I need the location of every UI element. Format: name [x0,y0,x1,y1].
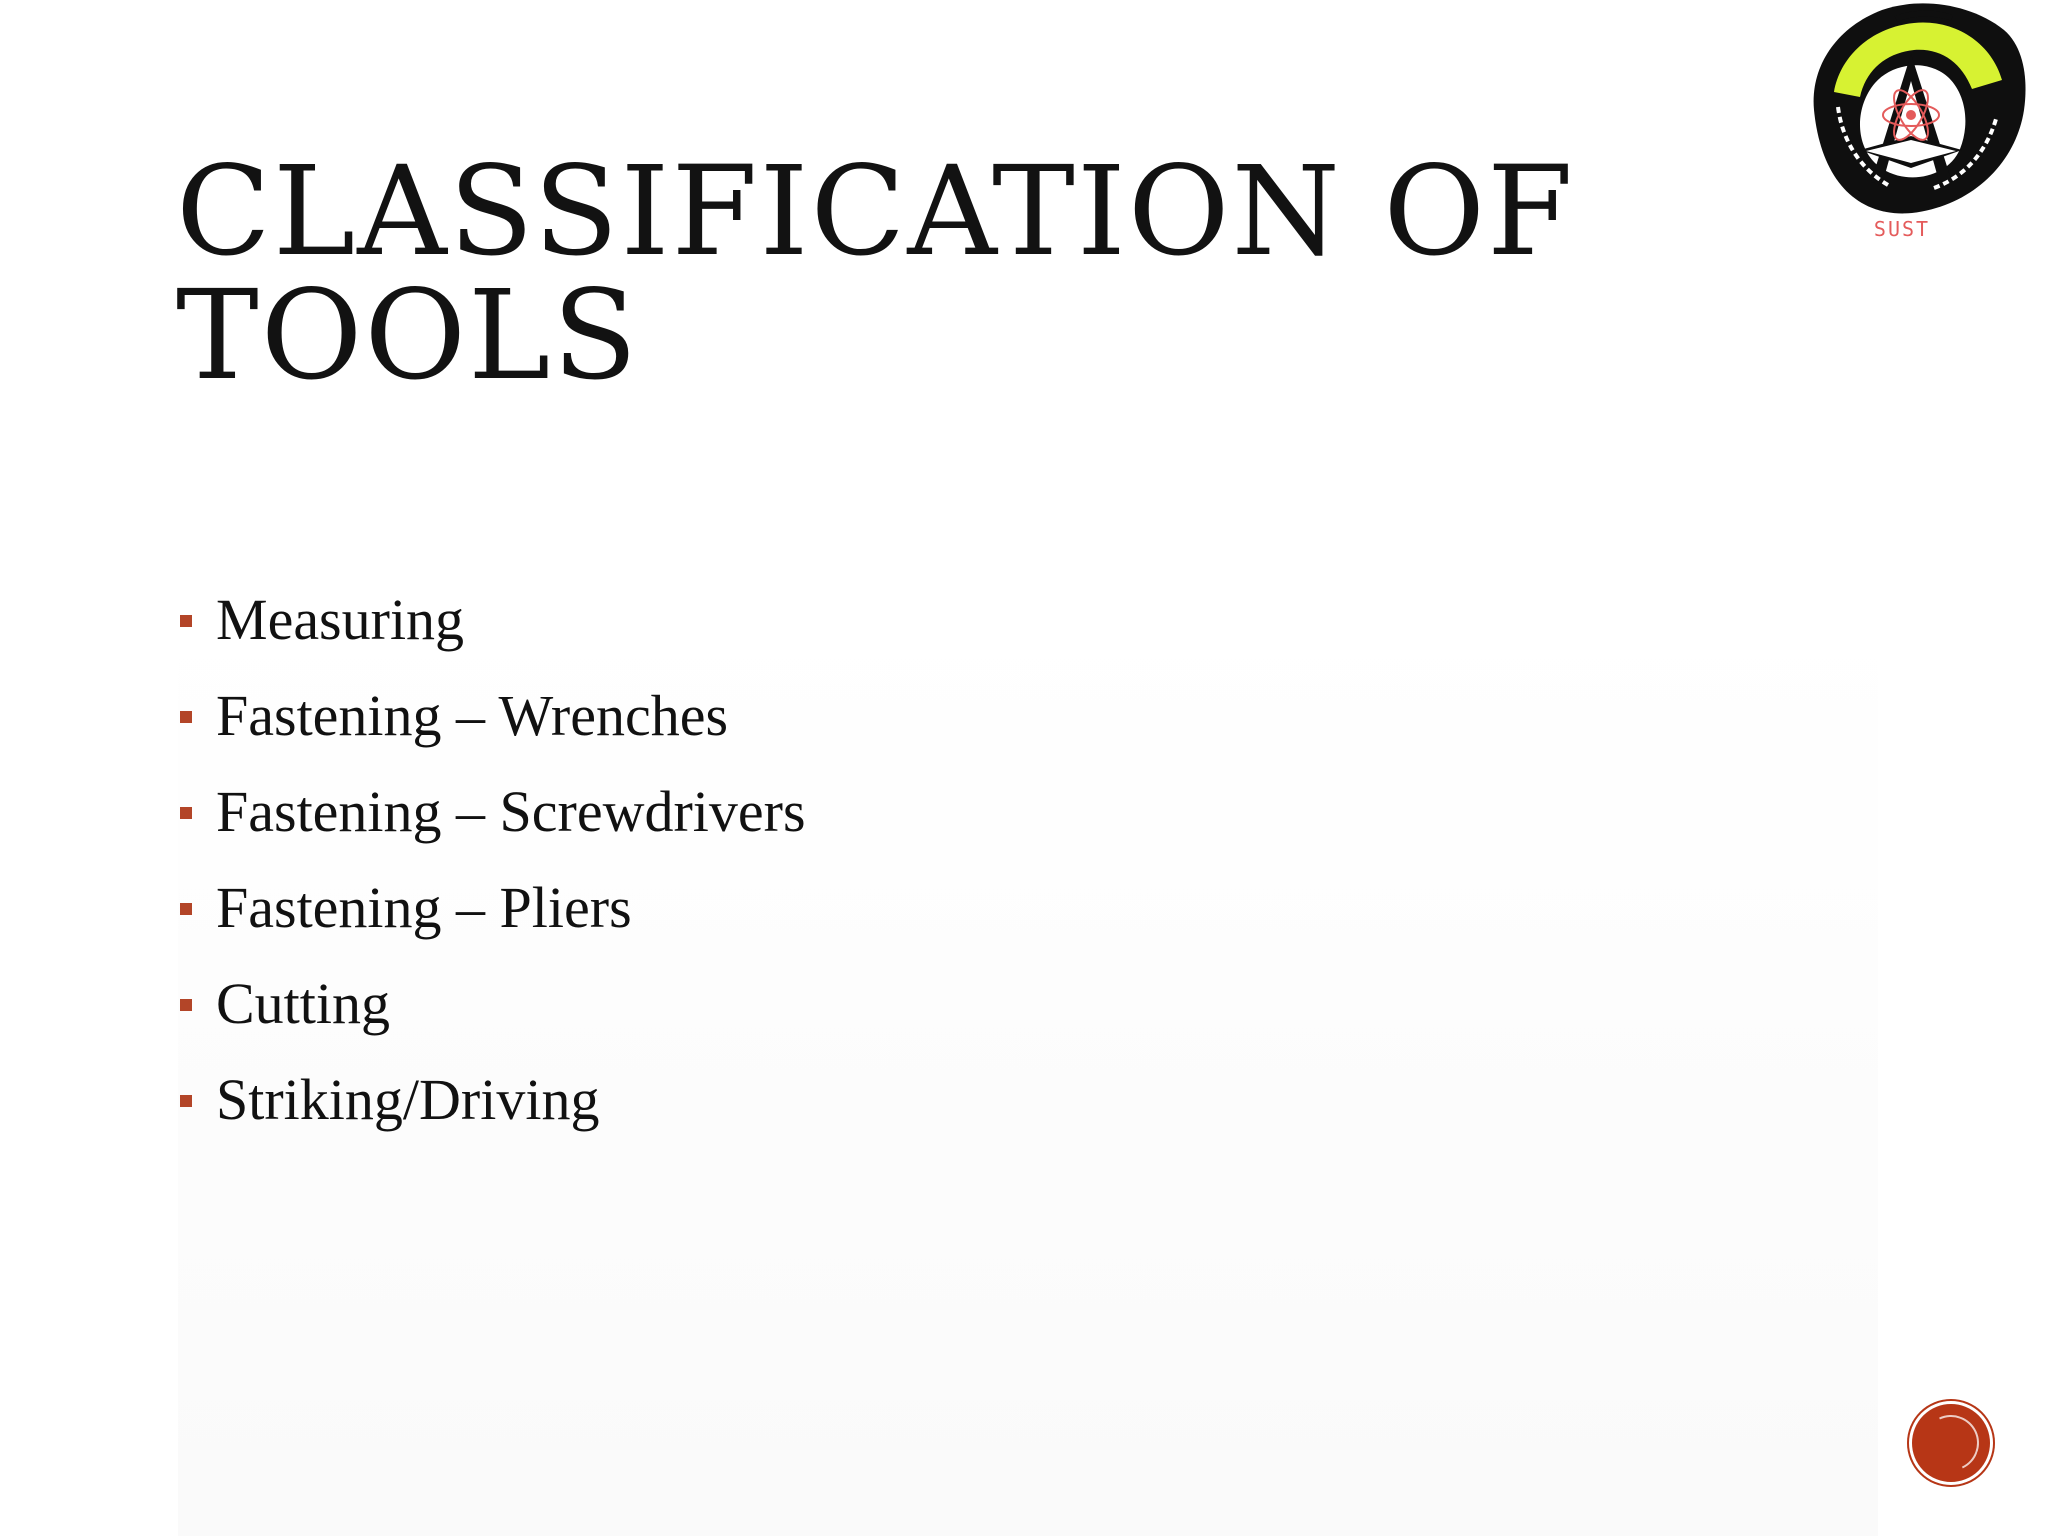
university-logo-icon [1790,0,2030,250]
button-highlight-arc [1915,1407,1987,1479]
next-slide-button[interactable] [1908,1400,1994,1486]
square-bullet-icon [180,807,192,819]
bullet-text: Fastening – Screwdrivers [216,779,806,844]
bullet-text: Fastening – Wrenches [216,683,729,748]
next-slide-icon [1909,1401,1993,1485]
logo-code-text: SUST [1873,217,1931,241]
bullet-text: Fastening – Pliers [216,875,632,940]
title-line-2: TOOLS [176,264,640,408]
bullet-text: Cutting [216,971,391,1036]
square-bullet-icon [180,711,192,723]
square-bullet-icon [180,903,192,915]
square-bullet-icon [180,1095,192,1107]
bullet-text: Measuring [216,587,465,652]
square-bullet-icon [180,999,192,1011]
bullet-text: Striking/Driving [216,1067,600,1132]
square-bullet-icon [180,615,192,627]
slide-title [176,140,1576,408]
title-line-1: CLASSIFICATION OF [176,140,1576,284]
